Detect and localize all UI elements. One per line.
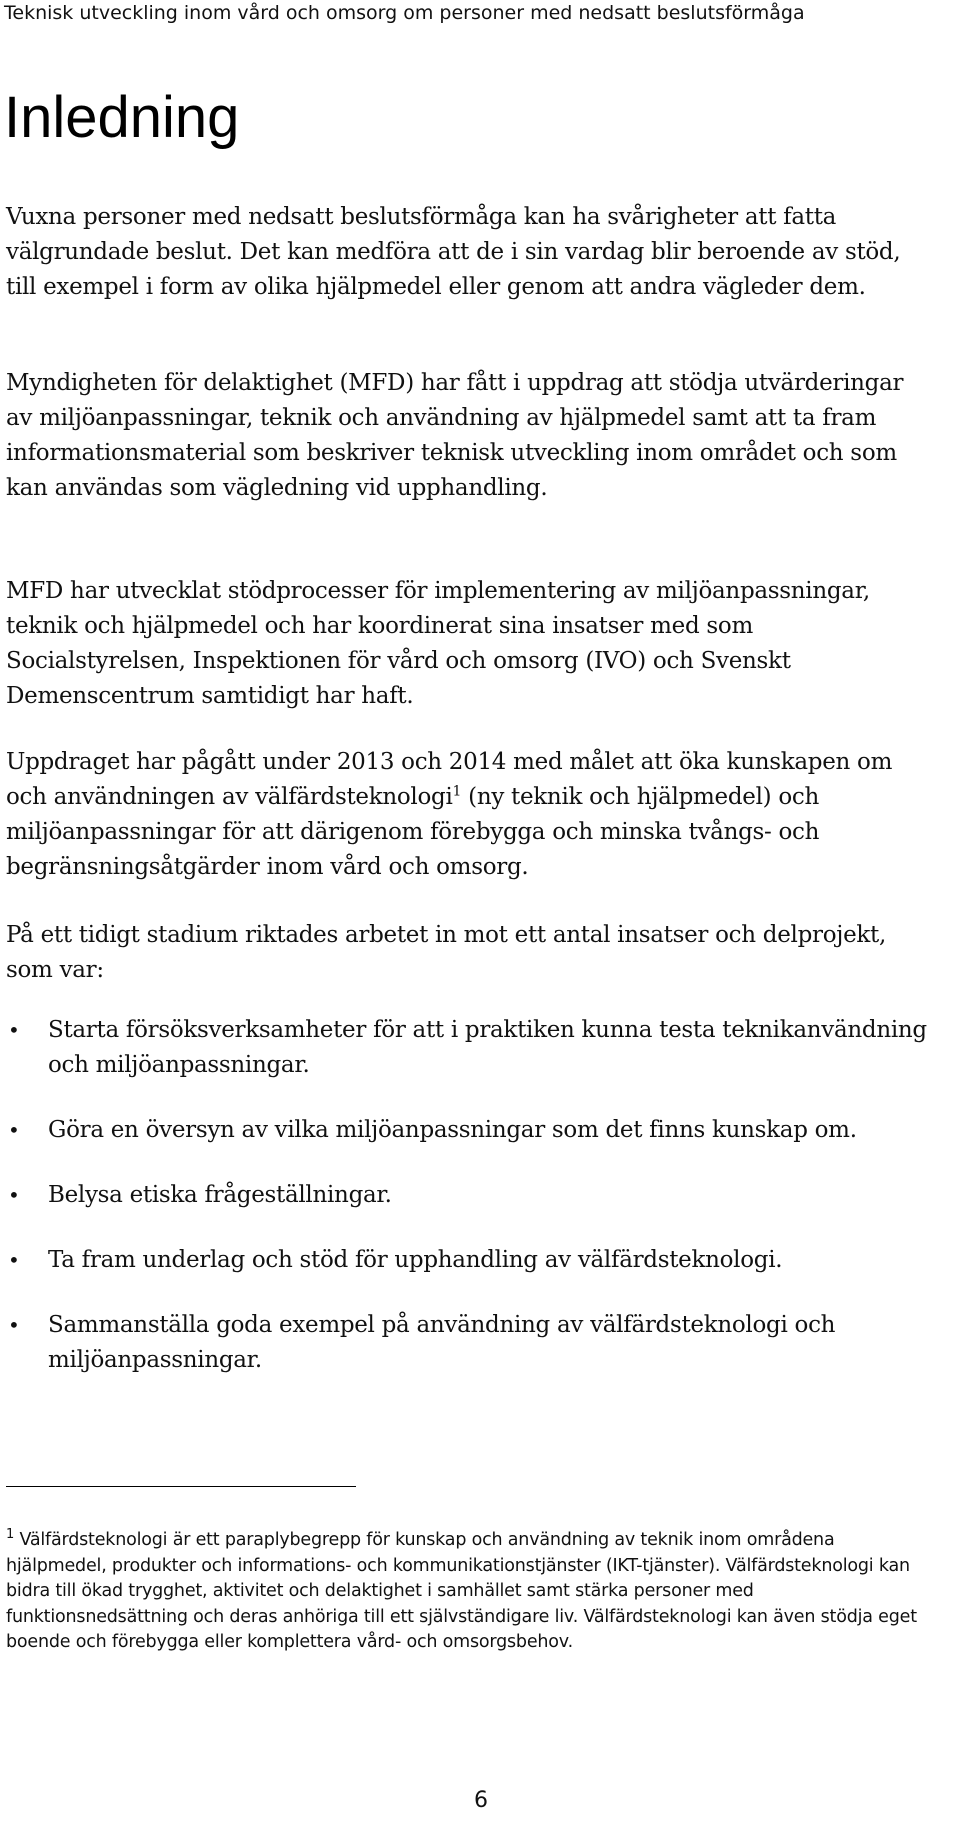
bullet-icon: • bbox=[8, 1118, 20, 1142]
running-header: Teknisk utveckling inom vård och omsorg om personer med nedsatt beslutsförmåga bbox=[4, 2, 805, 24]
bullet-icon: • bbox=[8, 1018, 20, 1042]
footnote bbox=[6, 1528, 936, 1656]
list-item-text: Belysa etiska frågeställningar. bbox=[48, 1182, 392, 1208]
list-item-text: Ta fram underlag och stöd för upphandling av välfärdsteknologi. bbox=[48, 1247, 783, 1273]
page-number: 6 bbox=[474, 1788, 488, 1813]
paragraph-assignment-goal-start: Uppdraget har pågått under 2013 och 2014 med målet att öka kunskapen om och användningen av välfärdsteknologi bbox=[6, 749, 893, 810]
paragraph-mfd-assignment: Myndigheten för delaktighet (MFD) har fått i uppdrag att stödja utvärderingar av miljöanpassningar, teknik och användning av hjälpmedel samt att ta fram informationsmaterial som beskriver teknisk utveckling inom området och som kan användas som vägledning vid upphandling. bbox=[6, 370, 904, 501]
bullet-icon: • bbox=[8, 1248, 20, 1272]
footnote-text: Välfärdsteknologi är ett paraplybegrepp för kunskap och användning av teknik inom områdena hjälpmedel, produkter och informations- och kommunikationstjänster (IKT-tjänster). Välfärdsteknologi kan bidra till ökad trygghet, aktivitet och delaktighet i samhället samt stärka personer med funktionsnedsättning och deras anhöriga till ett självständigare liv. Välfärdsteknologi kan även stödja eget boende och förebygga eller komplettera vård- och omsorgsbehov. bbox=[6, 1530, 917, 1652]
paragraph-assignment-goal bbox=[6, 745, 931, 885]
list-item-text: Sammanställa goda exempel på användning av välfärdsteknologi och miljöanpassningar. bbox=[48, 1312, 836, 1373]
list-item bbox=[6, 1243, 931, 1278]
section-title: Inledning bbox=[4, 85, 240, 150]
bullet-icon: • bbox=[8, 1313, 20, 1337]
subprojects-list bbox=[6, 1013, 931, 1408]
list-item-text: Göra en översyn av vilka miljöanpassningar som det finns kunskap om. bbox=[48, 1117, 857, 1143]
paragraph-assignment-goal-end: (ny teknik och hjälpmedel) och miljöanpassningar för att därigenom förebygga och minska tvångs- och begränsningsåtgärder inom vård och omsorg. bbox=[6, 784, 820, 880]
list-item bbox=[6, 1113, 931, 1148]
paragraph-intro: Vuxna personer med nedsatt beslutsförmåga kan ha svårigheter att fatta välgrundade beslut. Det kan medföra att de i sin vardag blir beroende av stöd, till exempel i form av olika hjälpmedel eller genom att andra vägleder dem. bbox=[6, 204, 901, 300]
list-item bbox=[6, 1308, 931, 1378]
footnote-reference: 1 bbox=[452, 783, 462, 800]
footnote-divider bbox=[6, 1486, 356, 1487]
paragraph-subprojects-intro: På ett tidigt stadium riktades arbetet in mot ett antal insatser och delprojekt, som var: bbox=[6, 922, 886, 983]
list-item-text: Starta försöksverksamheter för att i praktiken kunna testa teknikanvändning och miljöanpassningar. bbox=[48, 1017, 927, 1078]
paragraph-mfd-processes: MFD har utvecklat stödprocesser för implementering av miljöanpassningar, teknik och hjälpmedel och har koordinerat sina insatser med som Socialstyrelsen, Inspektionen för vård och omsorg (IVO) och Svenskt Demenscentrum samtidigt har haft. bbox=[6, 578, 870, 709]
footnote-number: 1 bbox=[6, 1527, 15, 1543]
bullet-icon: • bbox=[8, 1183, 20, 1207]
list-item bbox=[6, 1178, 931, 1213]
list-item bbox=[6, 1013, 931, 1083]
